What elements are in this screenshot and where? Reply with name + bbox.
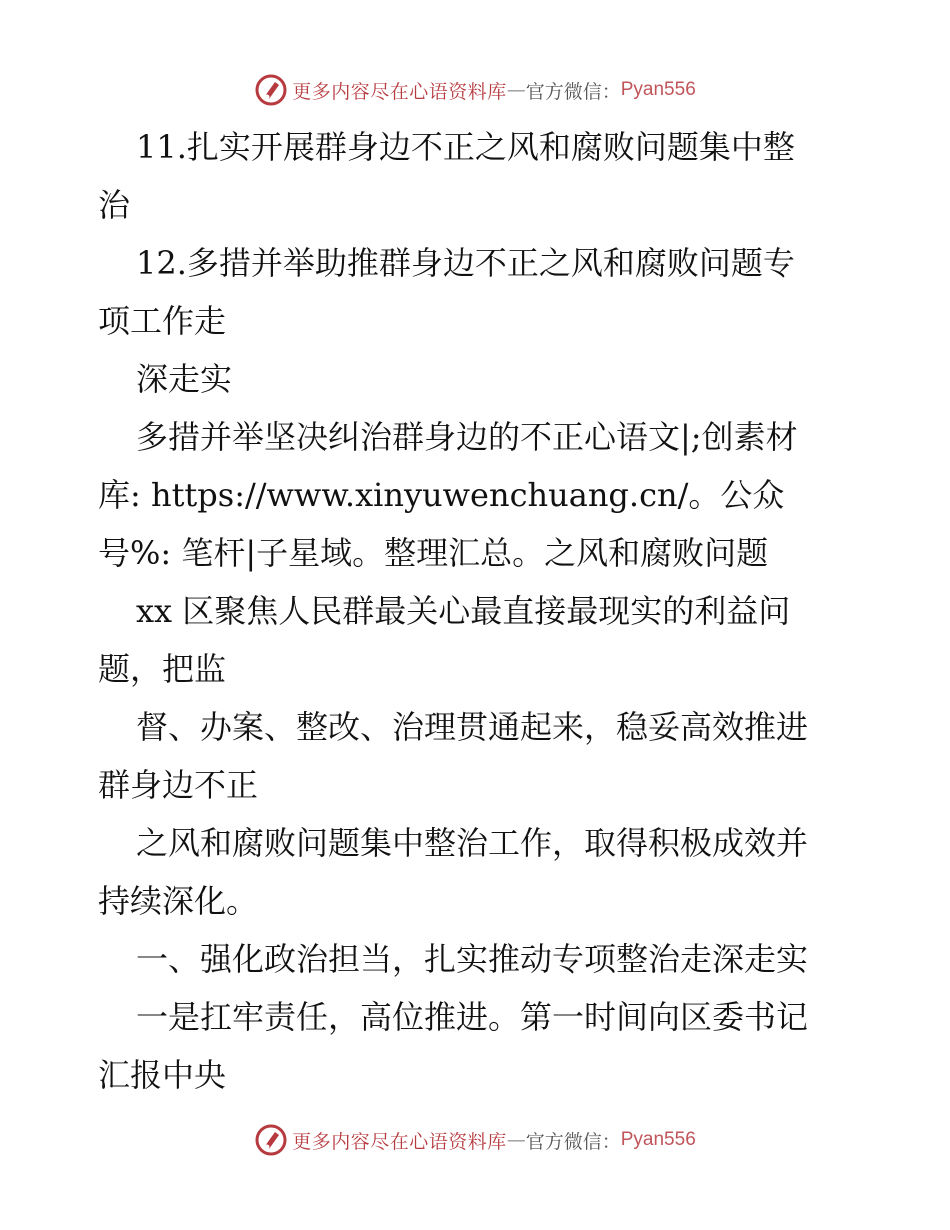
text-line: 深走实 (136, 360, 233, 398)
banner-separator: — (506, 79, 526, 101)
footer-banner (0, 1120, 950, 1160)
text-line: 题，把监 (98, 650, 227, 688)
text-line: 汇报中央 (98, 1056, 227, 1094)
pen-logo-icon (254, 73, 288, 107)
banner-wechat-id: Pyan556 (620, 79, 696, 100)
banner-site-text: 更多内容尽在心语资料库 (292, 1130, 507, 1153)
text-line: 一是扛牢责任，高位推进。第一时间向区委书记 (136, 998, 809, 1036)
text-line: 群身边不正 (98, 766, 259, 804)
text-line: xx 区聚焦人民群最关心最直接最现实的利益问 (136, 592, 791, 630)
banner-wechat-label: 官方微信： (525, 1130, 621, 1153)
pen-logo-icon (254, 1123, 288, 1157)
text-line: 一、强化政治担当，扎实推动专项整治走深走实 (136, 940, 809, 978)
text-line: 持续深化。 (98, 882, 259, 920)
text-line: 之风和腐败问题集中整治工作，取得积极成效并 (136, 824, 809, 862)
text-line: 库: https://www.xinyuwenchuang.cn/。公众 (98, 476, 785, 514)
text-line: 12.多措并举助推群身边不正之风和腐败问题专 (136, 244, 795, 282)
header-banner (0, 70, 950, 110)
text-line: 11.扎实开展群身边不正之风和腐败问题集中整 (136, 128, 795, 166)
text-line: 督、办案、整改、治理贯通起来，稳妥高效推进 (136, 708, 809, 746)
banner-wechat-id: Pyan556 (620, 1129, 696, 1150)
text-line: 项工作走 (98, 302, 227, 340)
text-line: 号%: 笔杆|子星域。整理汇总。之风和腐败问题 (98, 534, 769, 572)
text-line: 治 (98, 186, 131, 224)
document-body (98, 118, 858, 1104)
text-line: 多措并举坚决纠治群身边的不正心语文|;创素材 (136, 418, 798, 456)
banner-site-text: 更多内容尽在心语资料库 (292, 80, 507, 103)
banner-separator: — (506, 1129, 526, 1151)
banner-wechat-label: 官方微信： (525, 80, 621, 103)
